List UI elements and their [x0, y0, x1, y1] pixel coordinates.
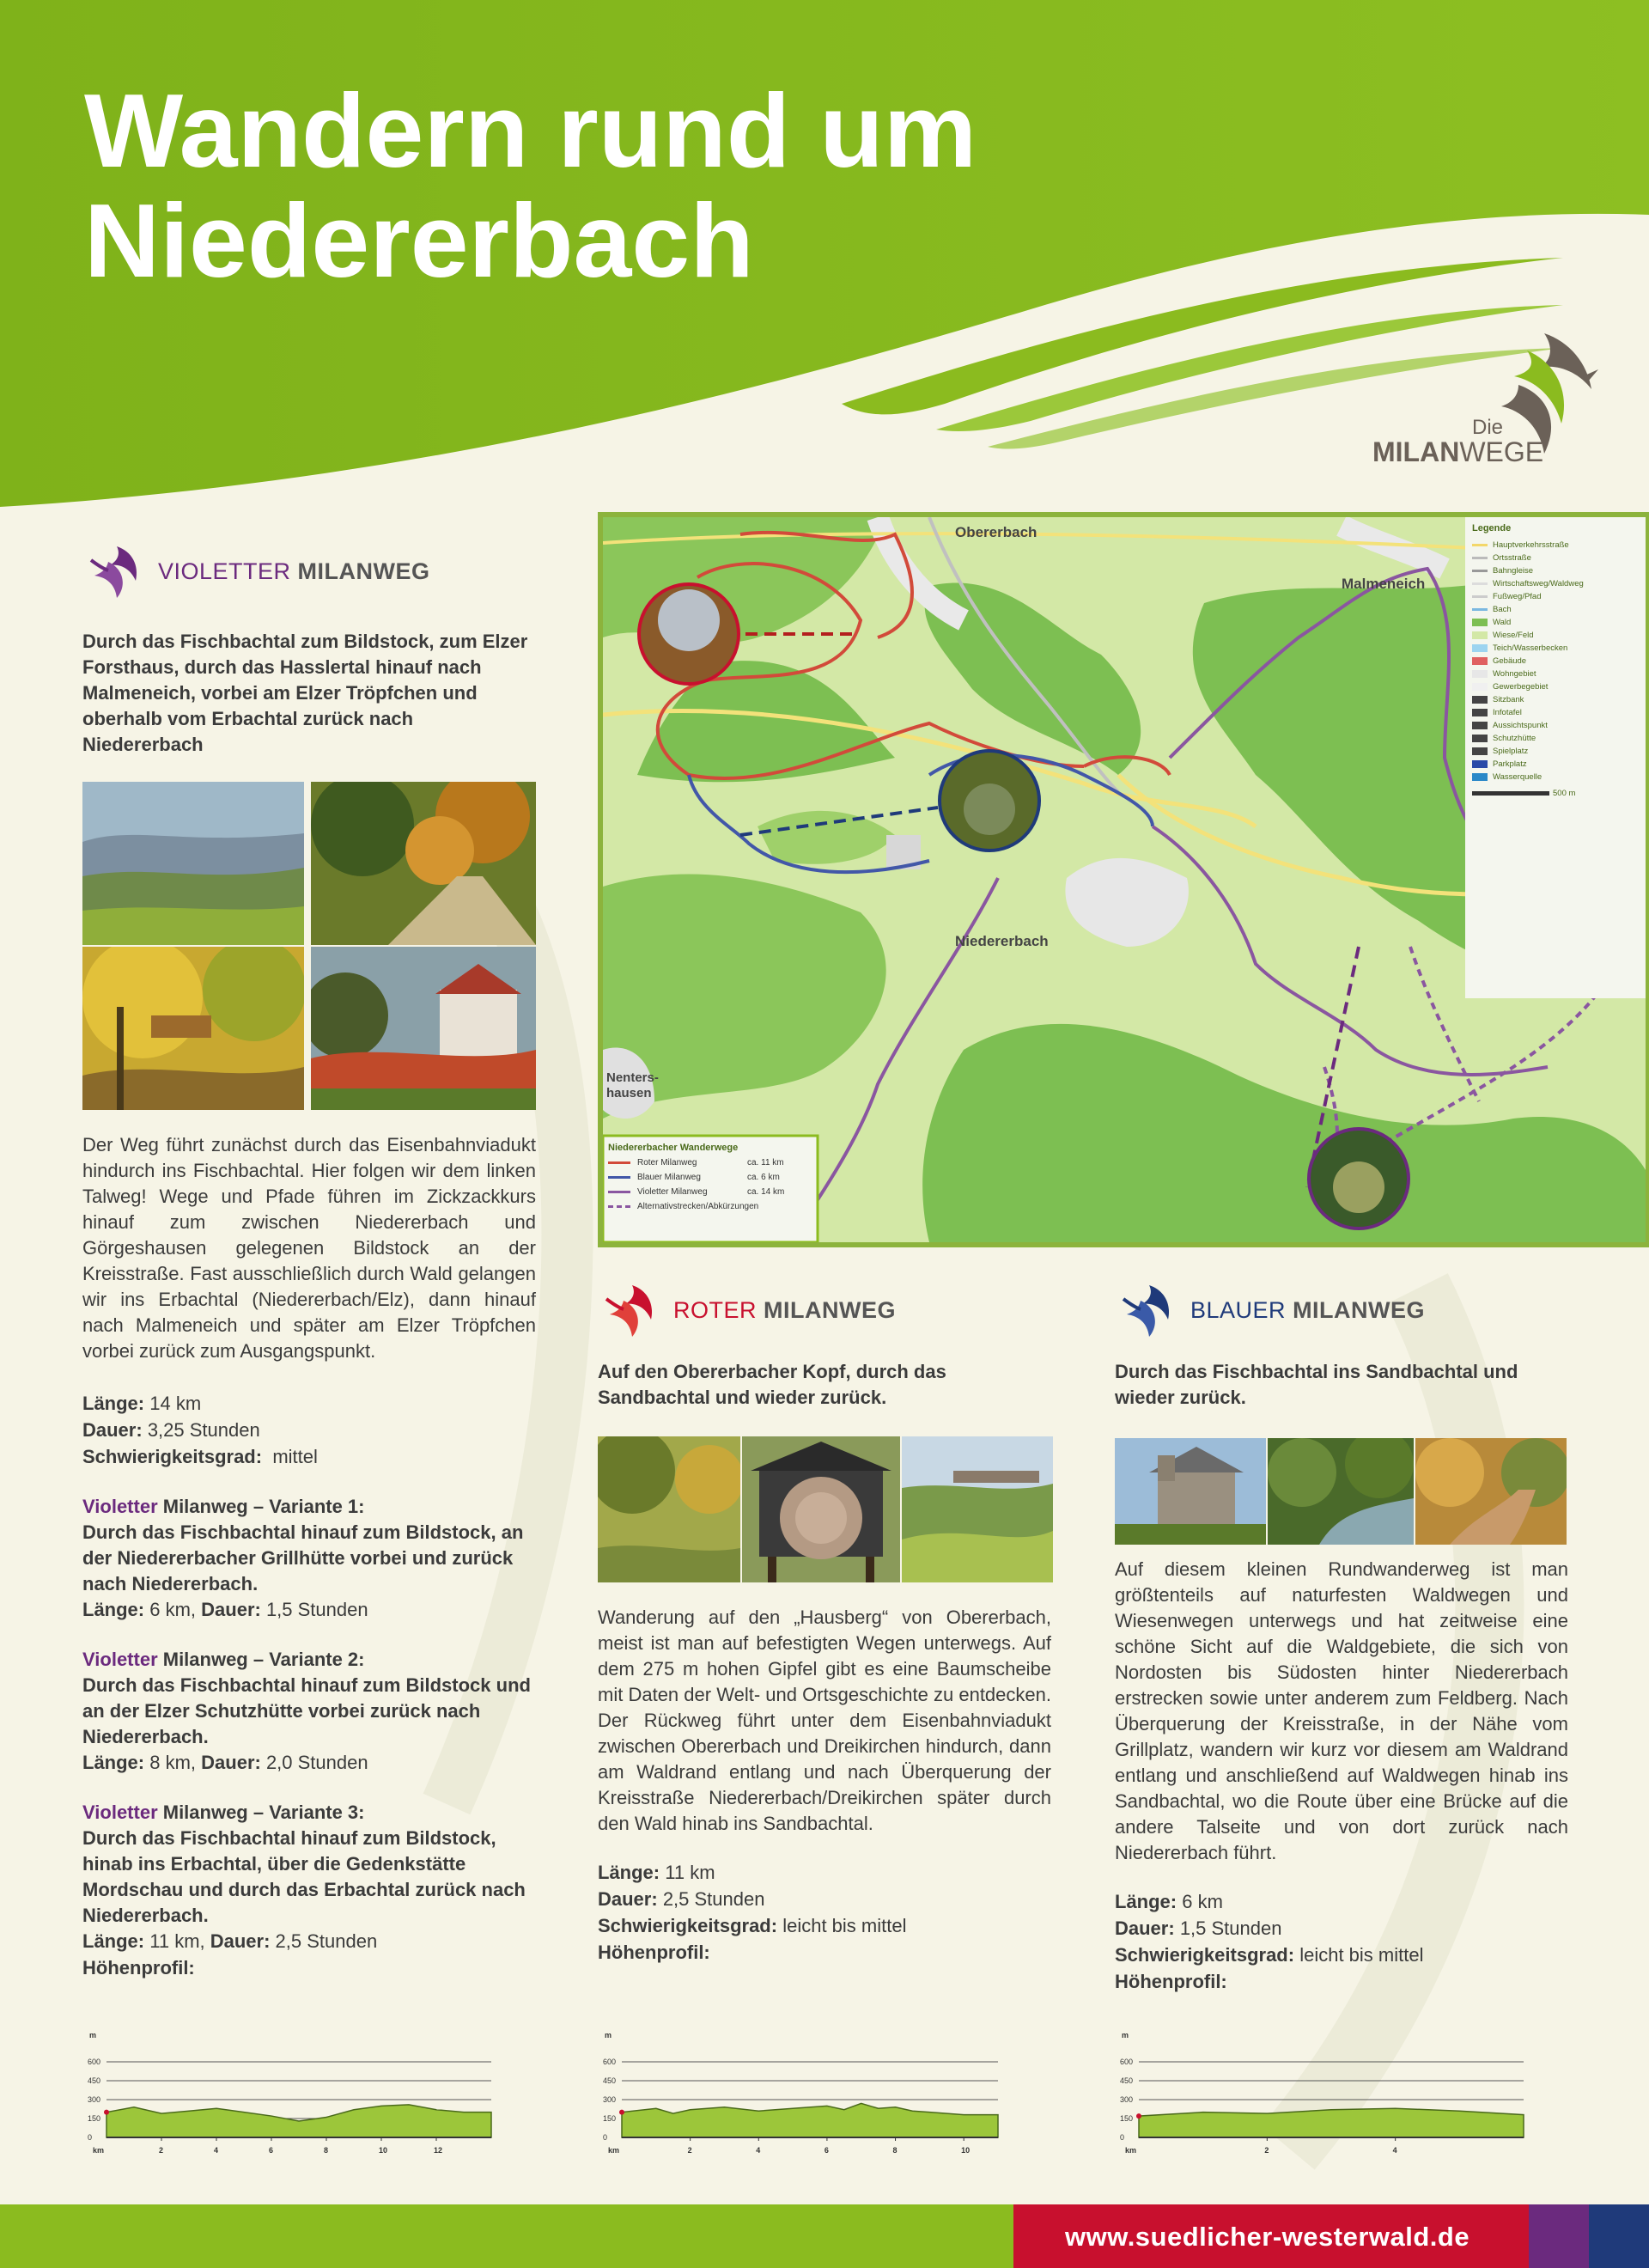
blue-difficulty-value: leicht bis mittel — [1299, 1944, 1424, 1966]
scale-label: 500 m — [1553, 789, 1576, 798]
variant-3-color: Violetter — [82, 1802, 158, 1823]
red-length-value: 11 km — [665, 1862, 715, 1883]
legend-label: Wald — [1493, 618, 1512, 627]
y-tick-label: 0 — [88, 2133, 93, 2142]
variant-2-title: Milanweg – Variante 2: — [157, 1649, 365, 1670]
variant-1-length-label: Länge: — [82, 1599, 145, 1620]
legend-label: Schutzhütte — [1493, 734, 1536, 743]
red-difficulty-value: leicht bis mittel — [782, 1915, 907, 1936]
x-tick-label: 10 — [961, 2146, 971, 2155]
legend-label: Gewerbegebiet — [1493, 682, 1549, 692]
y-tick-label: 600 — [603, 2058, 617, 2066]
blue-title-a: BLAUER — [1190, 1296, 1287, 1323]
variant-1-title: Milanweg – Variante 1: — [157, 1496, 365, 1517]
red-difficulty-label: Schwierigkeitsgrad: — [598, 1915, 778, 1936]
violet-elevation-profile — [82, 2027, 495, 2165]
elevation-area — [622, 2103, 998, 2137]
legend-label: Wiese/Feld — [1493, 631, 1534, 640]
violet-milan-icon — [82, 543, 143, 600]
legend-swatch — [1472, 760, 1488, 768]
routes-list — [608, 1155, 814, 1199]
red-lead: Auf den Obererbacher Kopf, durch das Sandbachtal und wieder zurück. — [598, 1361, 946, 1408]
legend-label: Spielplatz — [1493, 747, 1529, 756]
variant-3-heading — [82, 1800, 536, 1826]
y-unit-label: m — [89, 2031, 97, 2039]
x-tick-label: 8 — [324, 2146, 329, 2155]
logo-small-text: Die — [1472, 416, 1504, 439]
violet-profile-label — [82, 1954, 536, 1981]
y-unit-label: m — [1122, 2031, 1129, 2039]
red-title-a: ROTER — [673, 1296, 757, 1323]
title-line-2: Niedererbach — [84, 182, 754, 299]
routes-title: Niedererbacher Wanderwege — [608, 1143, 739, 1153]
x-tick-label: 2 — [687, 2146, 692, 2155]
route-item — [608, 1170, 814, 1185]
legend-swatch — [1472, 608, 1488, 611]
legend-swatch — [1472, 683, 1488, 691]
violet-duration — [82, 1417, 536, 1443]
violet-photo-2 — [311, 782, 536, 945]
variant-3-desc: Durch das Fischbachtal hinauf zum Bildstock, hinab ins Erbachtal, über die Gedenkstätte Mordschau und durch das Erbachtal zurück nach Niedererbach. — [82, 1827, 526, 1926]
route-length: ca. 14 km — [747, 1187, 785, 1197]
variant-1-length: 6 km, — [144, 1599, 202, 1620]
violet-photo-1 — [82, 782, 304, 945]
red-duration — [598, 1886, 1051, 1912]
violet-variant-3 — [82, 1800, 536, 1981]
legend-label: Wirtschaftsweg/Waldweg — [1493, 579, 1584, 588]
route-item — [608, 1185, 814, 1199]
logo-word-b: WEGE — [1459, 436, 1544, 467]
footer-url-link[interactable]: www.suedlicher-westerwald.de — [1065, 2222, 1470, 2252]
violet-title-b: MILANWEG — [297, 558, 430, 584]
legend-label: Infotafel — [1493, 708, 1522, 717]
y-tick-label: 600 — [88, 2058, 101, 2066]
red-facts — [598, 1859, 1051, 1966]
red-profile-label — [598, 1939, 1051, 1966]
legend-label: Fußweg/Pfad — [1493, 592, 1542, 601]
legend-item — [1472, 577, 1644, 590]
legend-title: Legende — [1472, 523, 1512, 533]
x-tick-label: 6 — [269, 2146, 274, 2155]
legend-swatch — [1472, 644, 1488, 652]
y-tick-label: 300 — [603, 2095, 617, 2104]
violet-profile-label-text: Höhenprofil: — [82, 1957, 195, 1978]
y-tick-label: 150 — [603, 2114, 617, 2123]
route-swatch — [608, 1161, 630, 1164]
blue-profile-label-text: Höhenprofil: — [1115, 1971, 1227, 1992]
red-photo-3 — [902, 1436, 1053, 1582]
variant-3-title: Milanweg – Variante 3: — [157, 1802, 365, 1823]
legend-item — [1472, 539, 1644, 552]
red-photo-1 — [598, 1436, 740, 1582]
y-unit-label: m — [605, 2031, 612, 2039]
legend-label: Sitzbank — [1493, 695, 1524, 704]
legend-label: Teich/Wasserbecken — [1493, 643, 1568, 653]
legend-swatch — [1472, 582, 1488, 585]
legend-label: Bahngleise — [1493, 566, 1534, 576]
legend-item — [1472, 668, 1644, 680]
x-tick-label: 10 — [379, 2146, 388, 2155]
y-tick-label: 600 — [1120, 2058, 1134, 2066]
x-tick-label: 4 — [1392, 2146, 1397, 2155]
legend-label: Aussichtspunkt — [1493, 721, 1548, 730]
red-difficulty — [598, 1912, 1051, 1939]
route-swatch — [608, 1191, 630, 1193]
violet-difficulty-value: mittel — [272, 1446, 318, 1467]
violet-variant-2 — [82, 1647, 536, 1776]
variant-2-length: 8 km, — [144, 1752, 202, 1773]
legend-swatch — [1472, 722, 1488, 729]
blue-duration-label: Dauer: — [1115, 1917, 1175, 1939]
violet-length — [82, 1390, 536, 1417]
route-name: Roter Milanweg — [637, 1158, 697, 1168]
red-profile-label-text: Höhenprofil: — [598, 1942, 710, 1963]
blue-difficulty — [1115, 1942, 1568, 1968]
variant-2-duration: 2,0 Stunden — [260, 1752, 368, 1773]
violet-length-label: Länge: — [82, 1393, 145, 1414]
legend-swatch — [1472, 773, 1488, 781]
variant-1-desc: Durch das Fischbachtal hinauf zum Bildstock, an der Niedererbacher Grillhütte vorbei und zurück nach Niedererbach. — [82, 1521, 524, 1594]
legend-swatch — [1472, 595, 1488, 598]
violet-section — [82, 533, 536, 758]
x-tick-label: 2 — [159, 2146, 164, 2155]
y-tick-label: 300 — [1120, 2095, 1134, 2104]
page-title — [84, 72, 977, 299]
scale-bar — [1472, 791, 1549, 796]
variant-3-length-label: Länge: — [82, 1930, 145, 1952]
legend-item — [1472, 706, 1644, 719]
blue-elevation-profile — [1115, 2027, 1527, 2165]
start-marker — [619, 2110, 624, 2115]
blue-photo-2 — [1268, 1438, 1414, 1545]
variant-1-stats — [82, 1597, 536, 1623]
violet-body: Der Weg führt zunächst durch das Eisenbahnviadukt hindurch ins Fischbachtal. Hier folgen wir dem linken Talweg! Wege und Pfade führen im Zickzackkurs hinauf zum zwischen Niedererbach und Görgeshausen gelegenen Bildstock an der Kreisstraße. Fast ausschließlich durch Wald gelangen wir ins Erbachtal (Niedererbach/Elz), dann hinauf nach Malmeneich und später am Elzer Tröpfchen vorbei zurück zum Ausgangspunkt. — [82, 1134, 536, 1362]
elevation-area — [1139, 2108, 1524, 2137]
legend-label: Parkplatz — [1493, 759, 1527, 769]
y-tick-label: 150 — [1120, 2114, 1134, 2123]
blue-lead: Durch das Fischbachtal ins Sandbachtal und wieder zurück. — [1115, 1361, 1518, 1408]
red-length — [598, 1859, 1051, 1886]
y-tick-label: 450 — [88, 2076, 101, 2085]
violet-duration-value: 3,25 Stunden — [147, 1419, 260, 1441]
route-swatch — [608, 1176, 630, 1179]
variant-1-heading — [82, 1494, 536, 1520]
blue-title-b: MILANWEG — [1293, 1296, 1426, 1323]
x-unit-label: km — [608, 2146, 620, 2155]
x-tick-label: 4 — [214, 2146, 219, 2155]
blue-photo-3 — [1415, 1438, 1567, 1545]
red-title — [673, 1297, 896, 1324]
legend-item — [1472, 745, 1644, 758]
alt-swatch — [608, 1205, 630, 1208]
map-label-niedererbach: Niedererbach — [955, 933, 1049, 949]
trail-map[interactable] — [598, 512, 1649, 1247]
variant-2-stats — [82, 1750, 536, 1776]
y-tick-label: 0 — [1120, 2133, 1125, 2142]
route-item — [608, 1155, 814, 1170]
blue-title — [1190, 1297, 1425, 1324]
red-duration-value: 2,5 Stunden — [662, 1888, 765, 1910]
legend-swatch — [1472, 696, 1488, 704]
blue-body: Auf diesem kleinen Rundwanderweg ist man größtenteils auf naturfesten Waldwegen und Wiesenwegen unterwegs und hat zeitweise eine schöne Sicht auf die Waldgebiete, die sich von Nordosten bis Südosten hinter Niedererbach erstrecken sowie unter anderem zum Feldberg. Nach Überquerung der Kreisstraße, in der Nähe vom Grillplatz, wandern wir kurz vor diesem am Waldrand entlang und anschließend auf Waldwegen hinab ins Sandbachtal, wo die Route über eine Brücke auf die andere Talseite und von dort zurück nach Niedererbach führt. — [1115, 1558, 1568, 1863]
title-line-1: Wandern rund um — [84, 72, 977, 189]
legend-swatch — [1472, 747, 1488, 755]
legend-item — [1472, 758, 1644, 771]
blue-photo-1 — [1115, 1438, 1266, 1545]
start-marker — [104, 2110, 109, 2115]
red-milan-icon — [598, 1282, 658, 1338]
variant-2-heading — [82, 1647, 536, 1673]
legend-item — [1472, 680, 1644, 693]
logo-word-a: MILAN — [1372, 436, 1460, 467]
legend-swatch — [1472, 657, 1488, 665]
y-tick-label: 0 — [603, 2133, 608, 2142]
violet-photo-4 — [311, 947, 536, 1110]
variant-2-desc: Durch das Fischbachtal hinauf zum Bildstock und an der Elzer Schutzhütte vorbei zurück nach Niedererbach. — [82, 1674, 531, 1747]
variant-1-duration: 1,5 Stunden — [260, 1599, 368, 1620]
red-body: Wanderung auf den „Hausberg“ von Obererbach, meist ist man auf befestigten Wegen unterwegs. Auf dem 275 m hohen Gipfel gibt es eine Baumscheibe mit Daten der Welt- und Ortsgeschichte zu entdecken. Der Rückweg führt unter dem Eisenbahnviadukt zwischen Obererbach und Dreikirchen hindurch, dann am Waldrand entlang und nach Überquerung der Kreisstraße Niedererbach/Dreikirchen später durch den Wald hinab ins Sandbachtal. — [598, 1606, 1051, 1834]
legend-swatch — [1472, 544, 1488, 546]
red-elevation-profile — [598, 2027, 1001, 2165]
y-tick-label: 450 — [1120, 2076, 1134, 2085]
legend-item — [1472, 771, 1644, 783]
route-length: ca. 6 km — [747, 1173, 780, 1182]
y-tick-label: 150 — [88, 2114, 101, 2123]
map-label-nentershausen: Nenters-hausen — [606, 1070, 659, 1100]
map-label-obererbach: Obererbach — [955, 524, 1037, 540]
variant-1-color: Violetter — [82, 1496, 158, 1517]
violet-title-a: VIOLETTER — [158, 558, 291, 584]
blue-facts — [1115, 1888, 1568, 1995]
start-marker — [1136, 2113, 1141, 2119]
map-label-malmeneich: Malmeneich — [1342, 576, 1426, 592]
red-photo-2 — [742, 1436, 900, 1582]
blue-header — [1115, 1271, 1568, 1349]
violet-length-value: 14 km — [149, 1393, 202, 1414]
variant-2-length-label: Länge: — [82, 1752, 145, 1773]
legend-item — [1472, 732, 1644, 745]
red-section — [598, 1271, 1051, 1411]
legend-swatch — [1472, 570, 1488, 572]
variant-3-duration: 2,5 Stunden — [270, 1930, 378, 1952]
blue-milan-icon — [1115, 1282, 1175, 1338]
map-legend — [1472, 522, 1644, 800]
variant-3-length: 11 km, — [144, 1930, 210, 1952]
variant-2-duration-label: Dauer: — [201, 1752, 261, 1773]
routes-alt — [608, 1199, 814, 1214]
legend-label: Bach — [1493, 605, 1512, 614]
legend-label: Wohngebiet — [1493, 669, 1536, 679]
legend-item — [1472, 616, 1644, 629]
legend-label: Ortsstraße — [1493, 553, 1531, 563]
blue-duration — [1115, 1915, 1568, 1942]
route-name: Blauer Milanweg — [637, 1173, 701, 1182]
variant-3-duration-label: Dauer: — [210, 1930, 271, 1952]
x-unit-label: km — [93, 2146, 105, 2155]
legend-swatch — [1472, 619, 1488, 626]
violet-difficulty-label: Schwierigkeitsgrad: — [82, 1446, 263, 1467]
x-tick-label: 2 — [1264, 2146, 1269, 2155]
milanwege-logo — [1372, 325, 1604, 488]
red-header — [598, 1271, 1051, 1349]
blue-length-label: Länge: — [1115, 1891, 1177, 1912]
legend-item — [1472, 693, 1644, 706]
x-tick-label: 4 — [756, 2146, 761, 2155]
legend-item — [1472, 590, 1644, 603]
blue-details — [1115, 1557, 1568, 1995]
legend-swatch — [1472, 557, 1488, 559]
y-tick-label: 300 — [88, 2095, 101, 2104]
red-length-label: Länge: — [598, 1862, 660, 1883]
violet-header — [82, 533, 536, 610]
legend-item — [1472, 629, 1644, 642]
legend-item — [1472, 564, 1644, 577]
legend-swatch — [1472, 670, 1488, 678]
blue-duration-value: 1,5 Stunden — [1179, 1917, 1282, 1939]
y-tick-label: 450 — [603, 2076, 617, 2085]
blue-section — [1115, 1271, 1568, 1411]
route-name: Violetter Milanweg — [637, 1187, 708, 1197]
legend-swatch — [1472, 631, 1488, 639]
red-details — [598, 1605, 1051, 1966]
violet-photo-3 — [82, 947, 304, 1110]
violet-lead: Durch das Fischbachtal zum Bildstock, zum Elzer Forsthaus, durch das Hasslertal hinauf nach Malmeneich, vorbei am Elzer Tröpfchen und oberhalb vom Erbachtal zurück nach Niedererbach — [82, 631, 528, 755]
x-unit-label: km — [1125, 2146, 1137, 2155]
violet-variant-1 — [82, 1494, 536, 1623]
red-duration-label: Dauer: — [598, 1888, 658, 1910]
red-title-b: MILANWEG — [764, 1296, 896, 1323]
violet-duration-label: Dauer: — [82, 1419, 143, 1441]
x-tick-label: 12 — [434, 2146, 443, 2155]
blue-length — [1115, 1888, 1568, 1915]
legend-item — [1472, 655, 1644, 668]
legend-item — [1472, 603, 1644, 616]
map-routes-box — [608, 1141, 814, 1214]
violet-details — [82, 1132, 536, 1981]
elevation-area — [106, 2105, 491, 2137]
variant-2-color: Violetter — [82, 1649, 158, 1670]
variant-3-stats — [82, 1929, 536, 1954]
x-tick-label: 6 — [824, 2146, 829, 2155]
violet-facts — [82, 1390, 536, 1470]
legend-label: Wasserquelle — [1493, 772, 1543, 782]
logo-wordmark — [1372, 436, 1543, 468]
legend-swatch — [1472, 709, 1488, 716]
x-tick-label: 8 — [892, 2146, 898, 2155]
legend-swatch — [1472, 735, 1488, 742]
legend-item — [1472, 642, 1644, 655]
blue-profile-label — [1115, 1968, 1568, 1995]
legend-label: Gebäude — [1493, 656, 1527, 666]
alt-label: Alternativstrecken/Abkürzungen — [637, 1202, 759, 1211]
violet-title — [158, 558, 430, 585]
legend-scale — [1472, 787, 1644, 800]
legend-item — [1472, 552, 1644, 564]
route-length: ca. 11 km — [747, 1158, 784, 1168]
variant-1-duration-label: Dauer: — [201, 1599, 261, 1620]
blue-length-value: 6 km — [1182, 1891, 1223, 1912]
violet-difficulty — [82, 1443, 536, 1470]
legend-list — [1472, 539, 1644, 783]
legend-label: Hauptverkehrsstraße — [1493, 540, 1569, 550]
legend-item — [1472, 719, 1644, 732]
blue-difficulty-label: Schwierigkeitsgrad: — [1115, 1944, 1295, 1966]
